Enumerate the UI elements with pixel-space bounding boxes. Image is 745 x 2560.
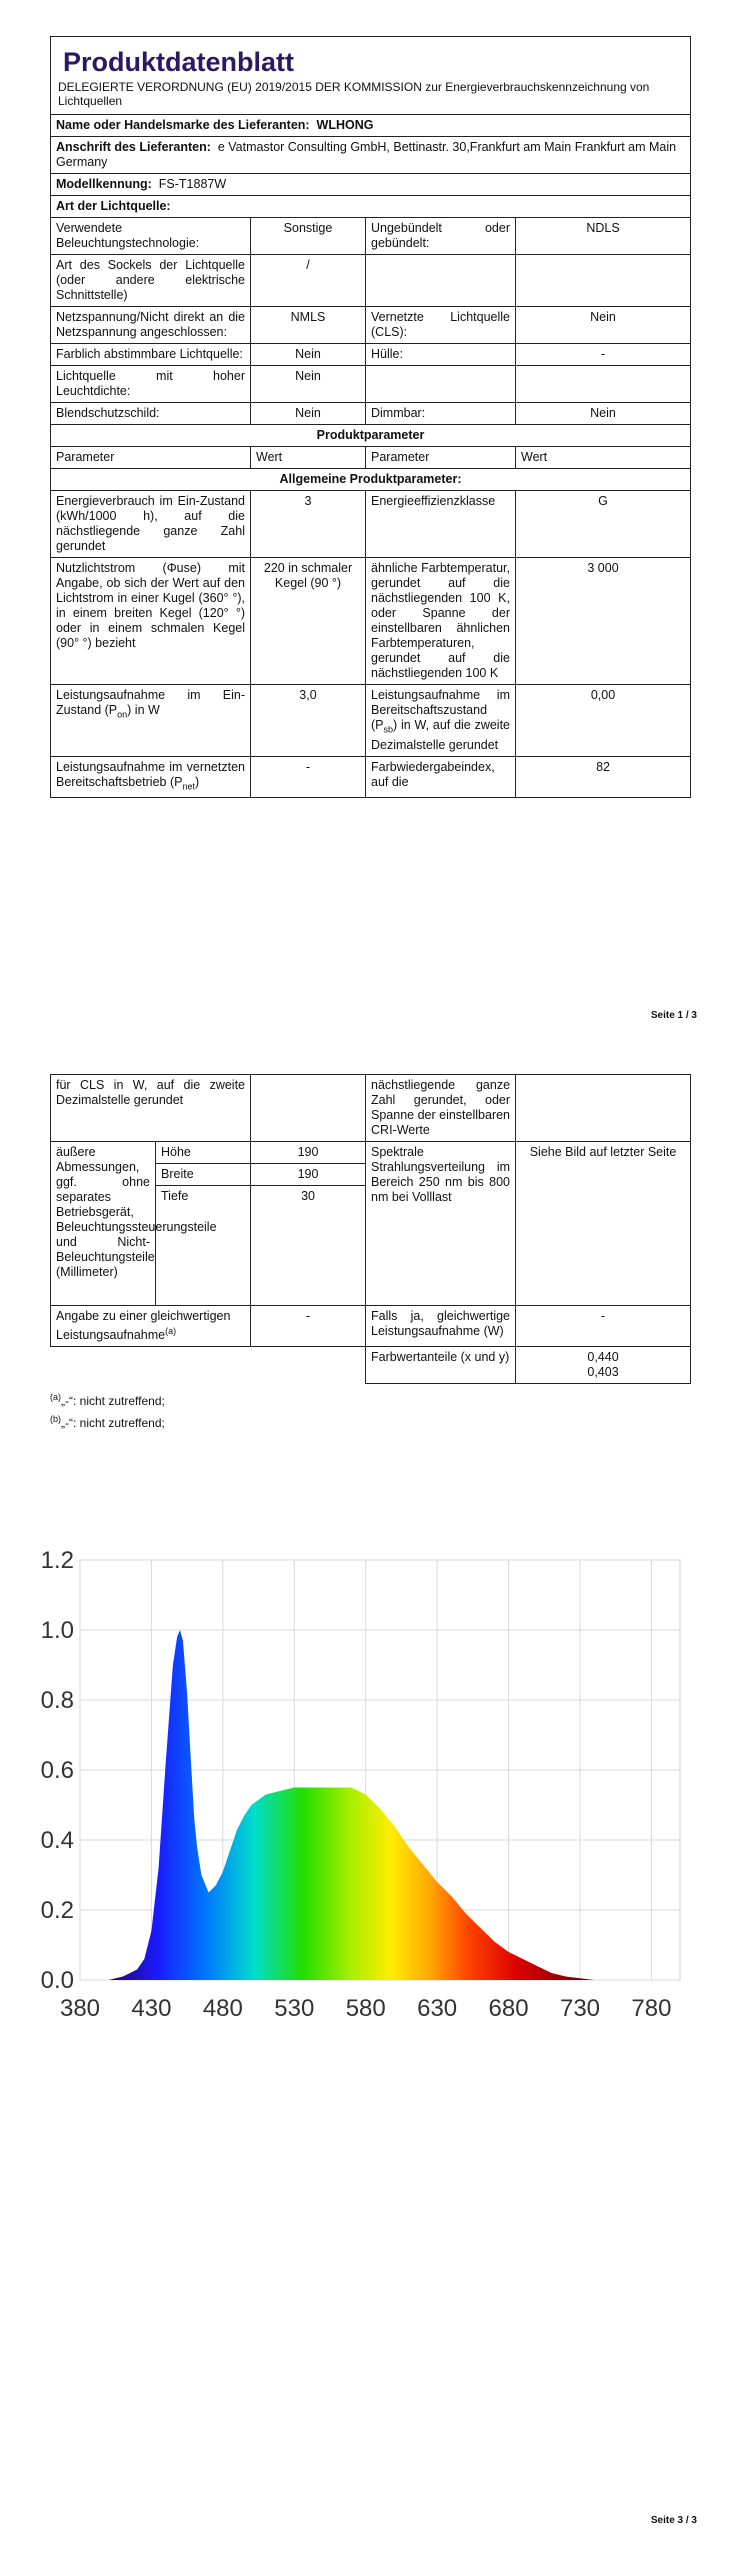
x-tick-label: 680 [488,1995,529,2022]
type-label: Farblich abstimmbare Lichtquelle: [51,344,251,366]
param-label: ähnliche Farbtemperatur, gerundet auf die nächstliegenden 100 K, oder Spanne der einstellbaren ähnlichen Farbtemperaturen, gerundet auf die nächstliegenden 100 K [366,558,516,685]
model-row [51,174,691,196]
supplier-name-value: WLHONG [316,118,374,132]
table-row [51,1347,691,1384]
table-row [51,558,691,685]
footnote-a: $^{(a)}$„-“: nicht zutreffend; [50,1392,165,1409]
spectrum-chart [30,1550,720,2030]
table-row [51,756,691,798]
table-row [51,491,691,558]
table-row [51,307,691,344]
empty-cell [251,1075,366,1142]
empty-cell [516,1075,691,1142]
type-label: Netzspannung/Nicht direkt an die Netzspannung angeschlossen: [51,307,251,344]
power-on-value: 3,0 [251,685,366,757]
model-label: Modellkennung: [56,177,152,191]
equiv-power-right-value: - [516,1306,691,1347]
table-row [51,403,691,425]
type-label: Verwendete Beleuchtungstechnologie: [51,218,251,255]
col-header-value: Wert [516,447,691,469]
x-tick-label: 530 [274,1995,315,2022]
type-label: Blendschutzschild: [51,403,251,425]
table-row [51,1075,691,1142]
supplier-name-label: Name oder Handelsmarke des Lieferanten: [56,118,310,132]
page-title: Produktdatenblatt [63,47,295,77]
type-value: Nein [251,344,366,366]
table-row [51,255,691,307]
y-tick-label: 0.0 [40,1967,74,1994]
param-value: 3 000 [516,558,691,685]
light-source-type-heading: Art der Lichtquelle: [51,196,691,218]
type-label: Hülle: [366,344,516,366]
y-tick-label: 0.4 [40,1827,74,1854]
supplier-address-label: Anschrift des Lieferanten: [56,140,211,154]
type-label: Lichtquelle mit hoher Leuchtdichte: [51,366,251,403]
dim-name: Höhe [156,1142,251,1164]
x-tick-label: 630 [417,1995,458,2022]
datasheet-sheet [50,36,690,798]
table-row [51,366,691,403]
spectral-label: Spektrale Strahlungsverteilung im Bereich 250 nm bis 800 nm bei Volllast [366,1142,516,1306]
regulation-text: DELEGIERTE VERORDNUNG (EU) 2019/2015 DER KOMMISSION zur Energieverbrauchskennzeichnung von Lichtquellen [58,80,650,108]
dim-name: Tiefe [156,1186,251,1306]
dim-value: 190 [251,1142,366,1164]
cri-value: 82 [516,756,691,798]
supplier-address-row [51,137,691,174]
page-number: Seite 1 / 3 [650,1010,697,1021]
y-tick-label: 0.8 [40,1687,74,1714]
type-label: Art des Sockels der Lichtquelle (oder andere elektrische Schnittstelle) [51,255,251,307]
supplier-name-row [51,115,691,137]
param-label: Nutzlichtstrom (Φuse) mit Angabe, ob sich der Wert auf den Lichtstrom in einer Kugel (360° °), in einem breiten Kegel (120° °) oder in einem schmalen Kegel (90° °) bezieht [51,558,251,685]
supplier-address-value: e Vatmastor Consulting GmbH, Bettinastr. 30,Frankfurt am Main Frankfurt am Main Germany [56,140,677,169]
power-on-label: Leistungsaufnahme im Ein-Zustand $(P_{on})$ in W [51,685,251,757]
param-value: G [516,491,691,558]
page-number: Seite 3 / 3 [650,2515,697,2526]
datasheet-page-1 [0,0,745,1040]
param-label: Energieverbrauch im Ein-Zustand (kWh/1000 h), auf die nächstliegende ganze Zahl gerundet [51,491,251,558]
dim-value: 30 [251,1186,366,1306]
dimensions-label: äußere Abmessungen, ggf. ohne separates Betriebsgerät, Beleuchtungssteuerungsteile und Nicht-Beleuchtungsteile (Millimeter) [51,1142,156,1306]
table-row [51,685,691,757]
datasheet-table [50,36,691,798]
type-value: Nein [516,307,691,344]
table-row [51,218,691,255]
type-value: - [516,344,691,366]
type-value: Sonstige [251,218,366,255]
y-tick-label: 1.2 [40,1550,74,1574]
x-tick-labels [60,1995,671,2022]
x-tick-label: 380 [59,1995,101,2022]
cri-label-cont: nächstliegende ganze Zahl gerundet, oder Spanne der einstellbaren CRI-Werte [366,1075,516,1142]
y-tick-label: 0.6 [40,1757,74,1784]
datasheet-table-continued [50,1074,691,1384]
product-params-heading: Produktparameter [51,425,691,447]
empty-cell [51,1347,366,1384]
type-label: Ungebündelt oder gebündelt: [366,218,516,255]
param-value: 3 [251,491,366,558]
x-tick-label: 430 [131,1995,172,2022]
equiv-power-right-label: Falls ja, gleichwertige Leistungsaufnahme (W) [366,1306,516,1347]
col-header-value: Wert [251,447,366,469]
type-value: NDLS [516,218,691,255]
net-standby-label: Leistungsaufnahme im vernetzten Bereitschaftsbetrieb $(P_{net})$ [51,756,251,798]
type-label: Dimmbar: [366,403,516,425]
table-row [51,1142,691,1164]
type-label: Vernetzte Lichtquelle (CLS): [366,307,516,344]
datasheet-sheet [50,1074,690,1432]
type-label [366,366,516,403]
header-cell [51,37,691,115]
y-tick-label: 1.0 [40,1617,74,1644]
standby-power-label: Leistungsaufnahme im Bereitschaftszustand $(P_{sb})$ in W, auf die zweite Dezimalstelle gerundet [366,685,516,757]
chromaticity-values: 0,440 0,403 [516,1347,691,1384]
table-row [51,1306,691,1347]
col-header-param: Parameter [366,447,516,469]
x-tick-label: 730 [559,1995,601,2022]
param-value: 220 in schmaler Kegel (90 °) [251,558,366,685]
dim-name: Breite [156,1164,251,1186]
col-header-param: Parameter [51,447,251,469]
net-standby-value: - [251,756,366,798]
model-value: FS-T1887W [158,177,227,191]
dim-value: 190 [251,1164,366,1186]
type-value [516,366,691,403]
x-tick-label: 580 [345,1995,386,2022]
datasheet-page-3 [0,1060,745,2560]
x-tick-label: 480 [202,1995,243,2022]
spectral-value: Siehe Bild auf letzter Seite [516,1142,691,1306]
type-value: Nein [516,403,691,425]
type-label [366,255,516,307]
standby-power-value: 0,00 [516,685,691,757]
equiv-power-value: - [251,1306,366,1347]
x-tick-label: 780 [631,1995,672,2022]
footnote-b: $^{(b)}$„-“: nicht zutreffend; [50,1414,165,1431]
general-params-heading: Allgemeine Produktparameter: [51,469,691,491]
param-label: Energieeffizienzklasse [366,491,516,558]
cri-label: Farbwiedergabeindex, auf die [366,756,516,798]
type-value [516,255,691,307]
type-value: NMLS [251,307,366,344]
type-value: Nein [251,403,366,425]
y-tick-labels [41,1550,74,1994]
net-standby-label-cont: für CLS in W, auf die zweite Dezimalstelle gerundet [51,1075,251,1142]
type-value: Nein [251,366,366,403]
type-value: / [251,255,366,307]
chromaticity-label: Farbwertanteile (x und y) [366,1347,516,1384]
table-row [51,344,691,366]
y-tick-label: 0.2 [40,1897,74,1924]
equiv-power-label: Angabe zu einer gleichwertigen Leistungsaufnahme$^{(a)}$ [51,1306,251,1347]
